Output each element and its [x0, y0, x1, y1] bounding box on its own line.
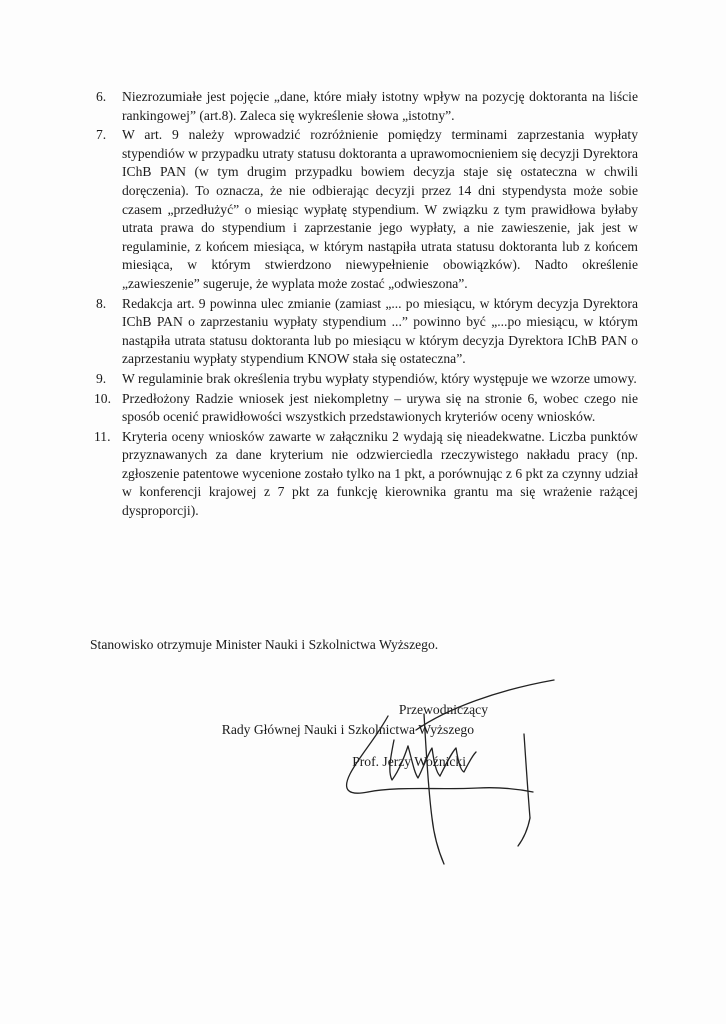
list-item [90, 88, 638, 125]
item-number: 6. [96, 89, 107, 104]
item-text: Kryteria oceny wniosków zawarte w załączniku 2 wydają się nieadekwatne. Liczba punktów przyznawanych za dane kryterium nie odzwierciedla rzeczywistego nakładu pracy (np. zgłoszenie patentowe wycenione zostało tylko na 1 pkt, a porównując z 6 pkt za czynny udział w konferencji krajowej z 7 pkt za funkcję kierownika grantu ma się wrażenie rażącej dysproporcji). [122, 428, 638, 519]
handwritten-signature-icon [328, 668, 558, 878]
item-number: 9. [96, 370, 107, 386]
list-item [90, 390, 638, 427]
closing-statement: Stanowisko otrzymuje Minister Nauki i Szkolnictwa Wyższego. [90, 637, 439, 652]
list-item [90, 370, 638, 389]
item-number: 10. [94, 390, 111, 406]
item-text: Redakcja art. 9 powinna ulec zmianie (zamiast „... po miesiącu, w którym decyzja Dyrektora IChB PAN o zaprzestaniu wypłaty stypendium ...” powinno być „...po miesiącu, w którym nastąpiła utrata statusu doktoranta lub po miesiącu w którym decyzja Dyrektora IChB PAN o zaprzestaniu wypłaty stypendium KNOW stała się ostateczna”. [122, 295, 638, 367]
item-text: W art. 9 należy wprowadzić rozróżnienie pomiędzy terminami zaprzestania wypłaty stypendiów w przypadku utraty statusu doktoranta a uprawomocnieniem się decyzji Dyrektora IChB PAN (w tym drugim przypadku bowiem decyzja staje się ostateczna w chwili doręczenia). To oznacza, że nie odbierając decyzji przez 14 dni stypendysta może sobie czasem „przedłużyć” o miesiąc wypłatę stypendium. W związku z tym prawidłowa byłaby utrata prawa do stypendium i zaprzestanie jego wypłaty, a nie zawieszenie, jak jest w regulaminie, z końcem miesiąca, w którym nastąpiła utrata statusu doktoranta lub z końcem miesiąca, w którym stwierdzono niewypełnienie obowiązków). Nadto określenie „zawieszenie” sugeruje, że wyplata może zostać „odwieszona”. [122, 127, 638, 291]
item-number: 8. [96, 295, 107, 311]
signatory-role: Przewodniczący [398, 702, 488, 717]
list-item [90, 428, 638, 521]
list-item [90, 295, 638, 369]
item-text: W regulaminie brak określenia trybu wypłaty stypendiów, który występuje we wzorze umowy. [122, 370, 637, 386]
item-text: Niezrozumiałe jest pojęcie „dane, które miały istotny wpływ na pozycję doktoranta na liście rankingowej” (art.8). Zaleca się wykreślenie słowa „istotny”. [122, 89, 638, 123]
signatory-body: Rady Głównej Nauki i Szkolnictwa Wyższego [221, 722, 474, 737]
numbered-list [90, 88, 638, 522]
item-number: 7. [96, 127, 107, 143]
list-item [90, 126, 638, 293]
item-text: Przedłożony Radzie wniosek jest niekompletny – urywa się na stronie 6, wobec czego nie sposób ocenić prawidłowości wszystkich przedstawionych kryteriów oceny wniosków. [122, 390, 638, 425]
item-number: 11. [94, 428, 111, 444]
signatory-name: Prof. Jerzy Woźnicki [352, 754, 466, 769]
